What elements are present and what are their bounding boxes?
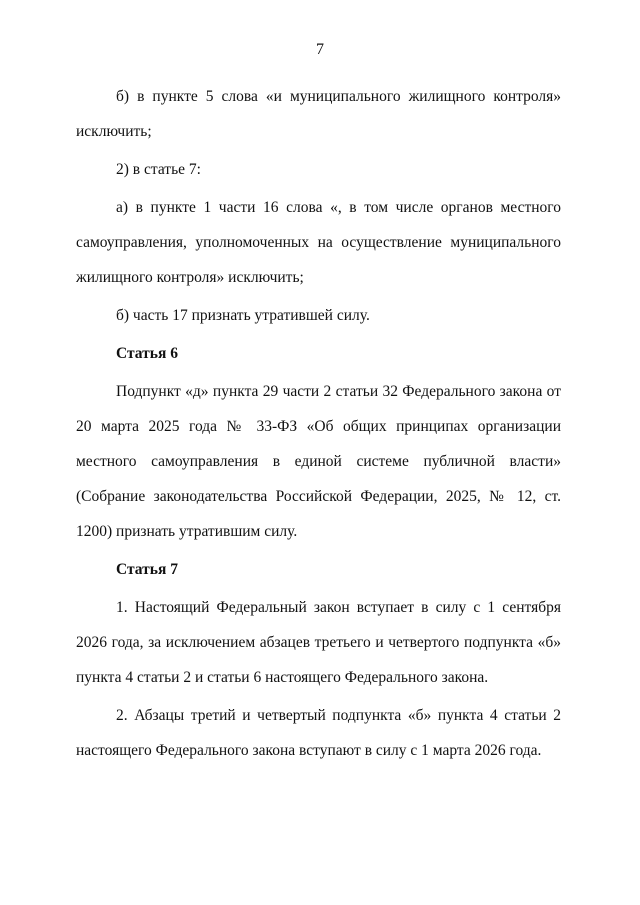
paragraph-item-b-part-17: б) часть 17 признать утратившей силу. [116, 307, 370, 324]
article-7-paragraph-1: 1. Настоящий Федеральный закон вступает в силу с 1 сентября 2026 года, за исключением абзацев третьего и четвертого подпункта «б» пункта 4 статьи 2 и статьи 6 настоящего Федерального закона. [76, 599, 561, 686]
article-7-heading: Статья 7 [116, 561, 178, 578]
paragraph-item-a-point-1: а) в пункте 1 части 16 слова «, в том числе органов местного самоуправления, уполномоченных на осуществление муниципального жилищного контроля» исключить; [76, 199, 561, 286]
paragraph-article-7-intro: 2) в статье 7: [116, 161, 201, 178]
document-body [76, 79, 561, 768]
article-6-heading: Статья 6 [116, 345, 178, 362]
paragraph-item-b-point-5: б) в пункте 5 слова «и муниципального жилищного контроля» исключить; [76, 88, 561, 140]
page-number: 7 [316, 41, 324, 58]
article-6-text: Подпункт «д» пункта 29 части 2 статьи 32 Федерального закона от 20 марта 2025 года № 33-ФЗ «Об общих принципах организации местного самоуправления в единой системе публичной власти» (Собрание законодательства Российской Федерации, 2025, № 12, ст. 1200) признать утратившим силу. [76, 383, 561, 540]
article-7-paragraph-2: 2. Абзацы третий и четвертый подпункта «б» пункта 4 статьи 2 настоящего Федерального закона вступают в силу с 1 марта 2026 года. [76, 707, 561, 759]
